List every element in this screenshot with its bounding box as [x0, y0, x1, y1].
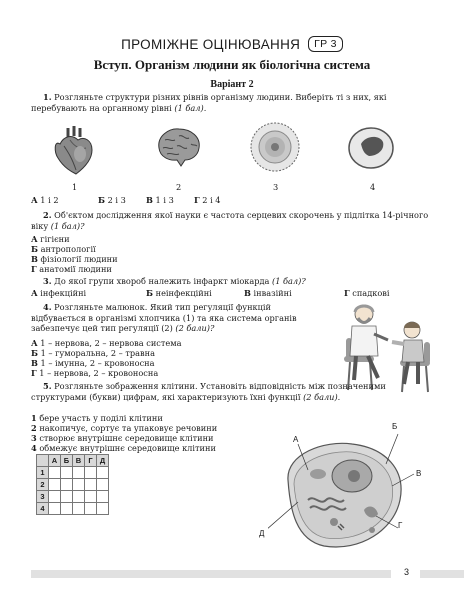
- grid-cell[interactable]: [85, 479, 97, 491]
- answer-option: Б 1 – гуморальна, 2 – травна: [31, 348, 155, 358]
- function-item: 2 накопичує, сортує та упаковує речовини: [31, 423, 218, 433]
- answer-option: Г спадкові: [344, 288, 390, 298]
- grid-header-cell: Б: [61, 455, 73, 467]
- grid-row-label: 4: [37, 503, 49, 515]
- grade-badge: ГР 3: [308, 36, 343, 52]
- animal-cell-illustration: [268, 430, 418, 560]
- ovum-icon: [248, 120, 302, 174]
- image-number: 4: [370, 182, 376, 192]
- image-number: 1: [72, 182, 78, 192]
- answer-option: А 1 і 2: [31, 195, 59, 205]
- answer-option: В 1 і 3: [146, 195, 174, 205]
- grid-cell[interactable]: [85, 467, 97, 479]
- answer-option: Б антропології: [31, 244, 96, 254]
- grid-cell[interactable]: [49, 479, 61, 491]
- answer-option: Б неінфекційні: [146, 288, 212, 298]
- grid-row-label: 3: [37, 491, 49, 503]
- cell-label-a: А: [293, 435, 299, 444]
- section-title: Вступ. Організм людини як біологічна система: [93, 57, 371, 72]
- grid-cell[interactable]: [97, 503, 109, 515]
- grid-cell[interactable]: [49, 467, 61, 479]
- variant-title: Варіант 2: [210, 79, 254, 90]
- image-number: 3: [273, 182, 279, 192]
- cell-label-g: Г: [398, 521, 403, 530]
- answer-option: Г 1 – нервова, 2 – кровоносна: [31, 368, 159, 378]
- grid-cell[interactable]: [73, 491, 85, 503]
- grid-cell[interactable]: [73, 503, 85, 515]
- page-header: [0, 36, 464, 52]
- question-3: 3. До якої групи хвороб належить інфаркт міокарда (1 бал)?: [43, 276, 306, 286]
- cell-label-v: В: [416, 469, 422, 478]
- grid-cell[interactable]: [61, 467, 73, 479]
- answer-option: В 1 – імунна, 2 – кровоносна: [31, 358, 155, 368]
- grid-header-cell: А: [49, 455, 61, 467]
- grid-cell[interactable]: [97, 467, 109, 479]
- question-text: Розгляньте структури різних рівнів організму людини. Виберіть ті з них, які перебувають на органному рівні: [31, 92, 387, 113]
- question-points: (1 бал).: [174, 102, 207, 113]
- question-2: 2. Об'єктом дослідження якої науки є частота серцевих скорочень у підлітка 14-річного віку (1 бал)?: [31, 210, 429, 231]
- question-5: 5. Розгляньте зображення клітини. Установіть відповідність між позначеними структурами (букви) цифрам, які характеризують їхні функції (2 бали).: [31, 381, 386, 402]
- function-item: 3 створює внутрішнє середовище клітини: [31, 433, 214, 443]
- grid-row-label: 2: [37, 479, 49, 491]
- cell-label-d: Д: [259, 529, 265, 538]
- question-number: 1.: [43, 92, 52, 102]
- answer-option: Г 2 і 4: [194, 195, 221, 205]
- grid-cell[interactable]: [49, 503, 61, 515]
- answer-option: А 1 – нервова, 2 – нервова система: [31, 338, 182, 348]
- page-number: 3: [404, 567, 410, 577]
- grid-cell[interactable]: [61, 479, 73, 491]
- footer-bar-right: [420, 570, 464, 578]
- answer-grid: [36, 454, 109, 515]
- blood-cell-icon: [345, 124, 397, 172]
- footer-bar: [31, 570, 391, 578]
- grid-cell[interactable]: [97, 479, 109, 491]
- grid-header-cell: Г: [85, 455, 97, 467]
- heart-icon: [50, 122, 98, 176]
- header-title: ПРОМІЖНЕ ОЦІНЮВАННЯ: [121, 37, 301, 52]
- grid-cell[interactable]: [73, 479, 85, 491]
- grid-cell[interactable]: [85, 503, 97, 515]
- answer-option: А інфекційні: [31, 288, 87, 298]
- question-1: [31, 92, 435, 113]
- answer-option: В інвазійні: [244, 288, 292, 298]
- grid-cell[interactable]: [61, 491, 73, 503]
- cell-label-b: Б: [392, 422, 398, 431]
- grid-cell[interactable]: [85, 491, 97, 503]
- grid-cell[interactable]: [97, 491, 109, 503]
- answer-option: В фізіології людини: [31, 254, 118, 264]
- answer-option: Г анатомії людини: [31, 264, 112, 274]
- function-item: 1 бере участь у поділі клітини: [31, 413, 163, 423]
- brain-icon: [153, 124, 203, 170]
- answer-option: А гігієни: [31, 234, 70, 244]
- grid-row-label: 1: [37, 467, 49, 479]
- function-item: 4 обмежує внутрішнє середовище клітини: [31, 443, 216, 453]
- question-4: 4. Розгляньте малюнок. Який тип регуляції функцій відбувається в організмі хлопчика (1) та яка система органів забезпечує цей тип регуляції (2) (2 бали)?: [31, 302, 297, 333]
- answer-option: Б 2 і 3: [98, 195, 126, 205]
- grid-header-cell: В: [73, 455, 85, 467]
- grid-header-cell: Д: [97, 455, 109, 467]
- grid-cell[interactable]: [61, 503, 73, 515]
- grid-cell[interactable]: [73, 467, 85, 479]
- image-number: 2: [176, 182, 182, 192]
- grid-corner: [37, 455, 49, 467]
- grid-cell[interactable]: [49, 491, 61, 503]
